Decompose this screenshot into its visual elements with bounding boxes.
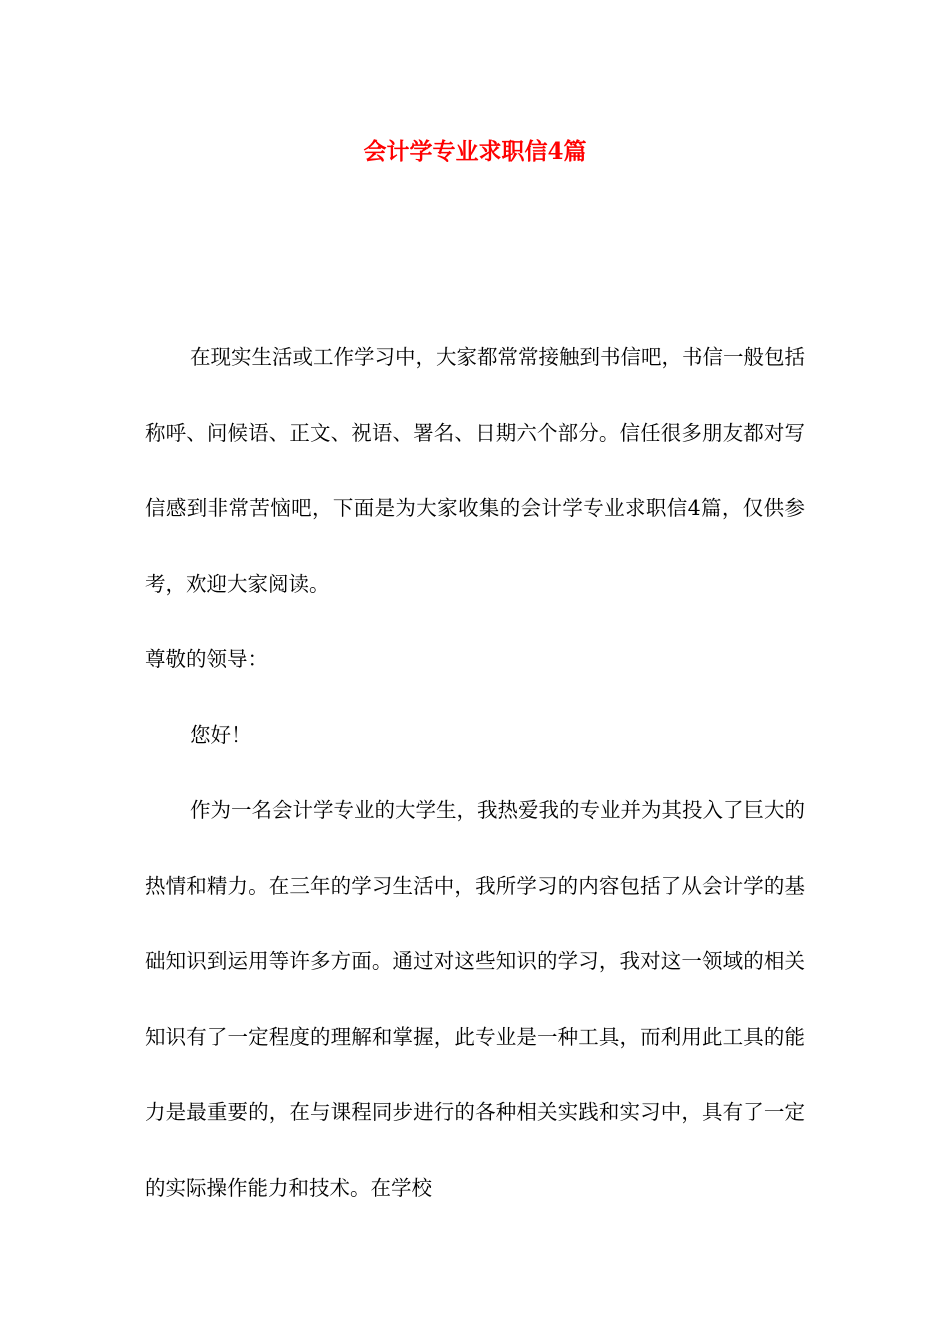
paragraph-intro: 在现实生活或工作学习中，大家都常常接触到书信吧，书信一般包括称呼、问候语、正文、祝语、署名、日期六个部分。信任很多朋友都对写信感到非常苦恼吧，下面是为大家收集的会计学专业求职信4篇，仅供参考，欢迎大家阅读。 [145, 345, 805, 596]
document-body [145, 320, 805, 1226]
document-title: 会计学专业求职信4篇 [363, 138, 587, 165]
paragraph-salutation: 尊敬的领导： [145, 647, 268, 671]
paragraph-greeting: 您好！ [190, 722, 252, 747]
paragraph-body: 作为一名会计学专业的大学生，我热爱我的专业并为其投入了巨大的热情和精力。在三年的学习生活中，我所学习的内容包括了从会计学的基础知识到运用等许多方面。通过对这些知识的学习，我对这一领域的相关知识有了一定程度的理解和掌握，此专业是一种工具，而利用此工具的能力是最重要的，在与课程同步进行的各种相关实践和实习中，具有了一定的实际操作能力和技术。在学校 [145, 798, 805, 1200]
